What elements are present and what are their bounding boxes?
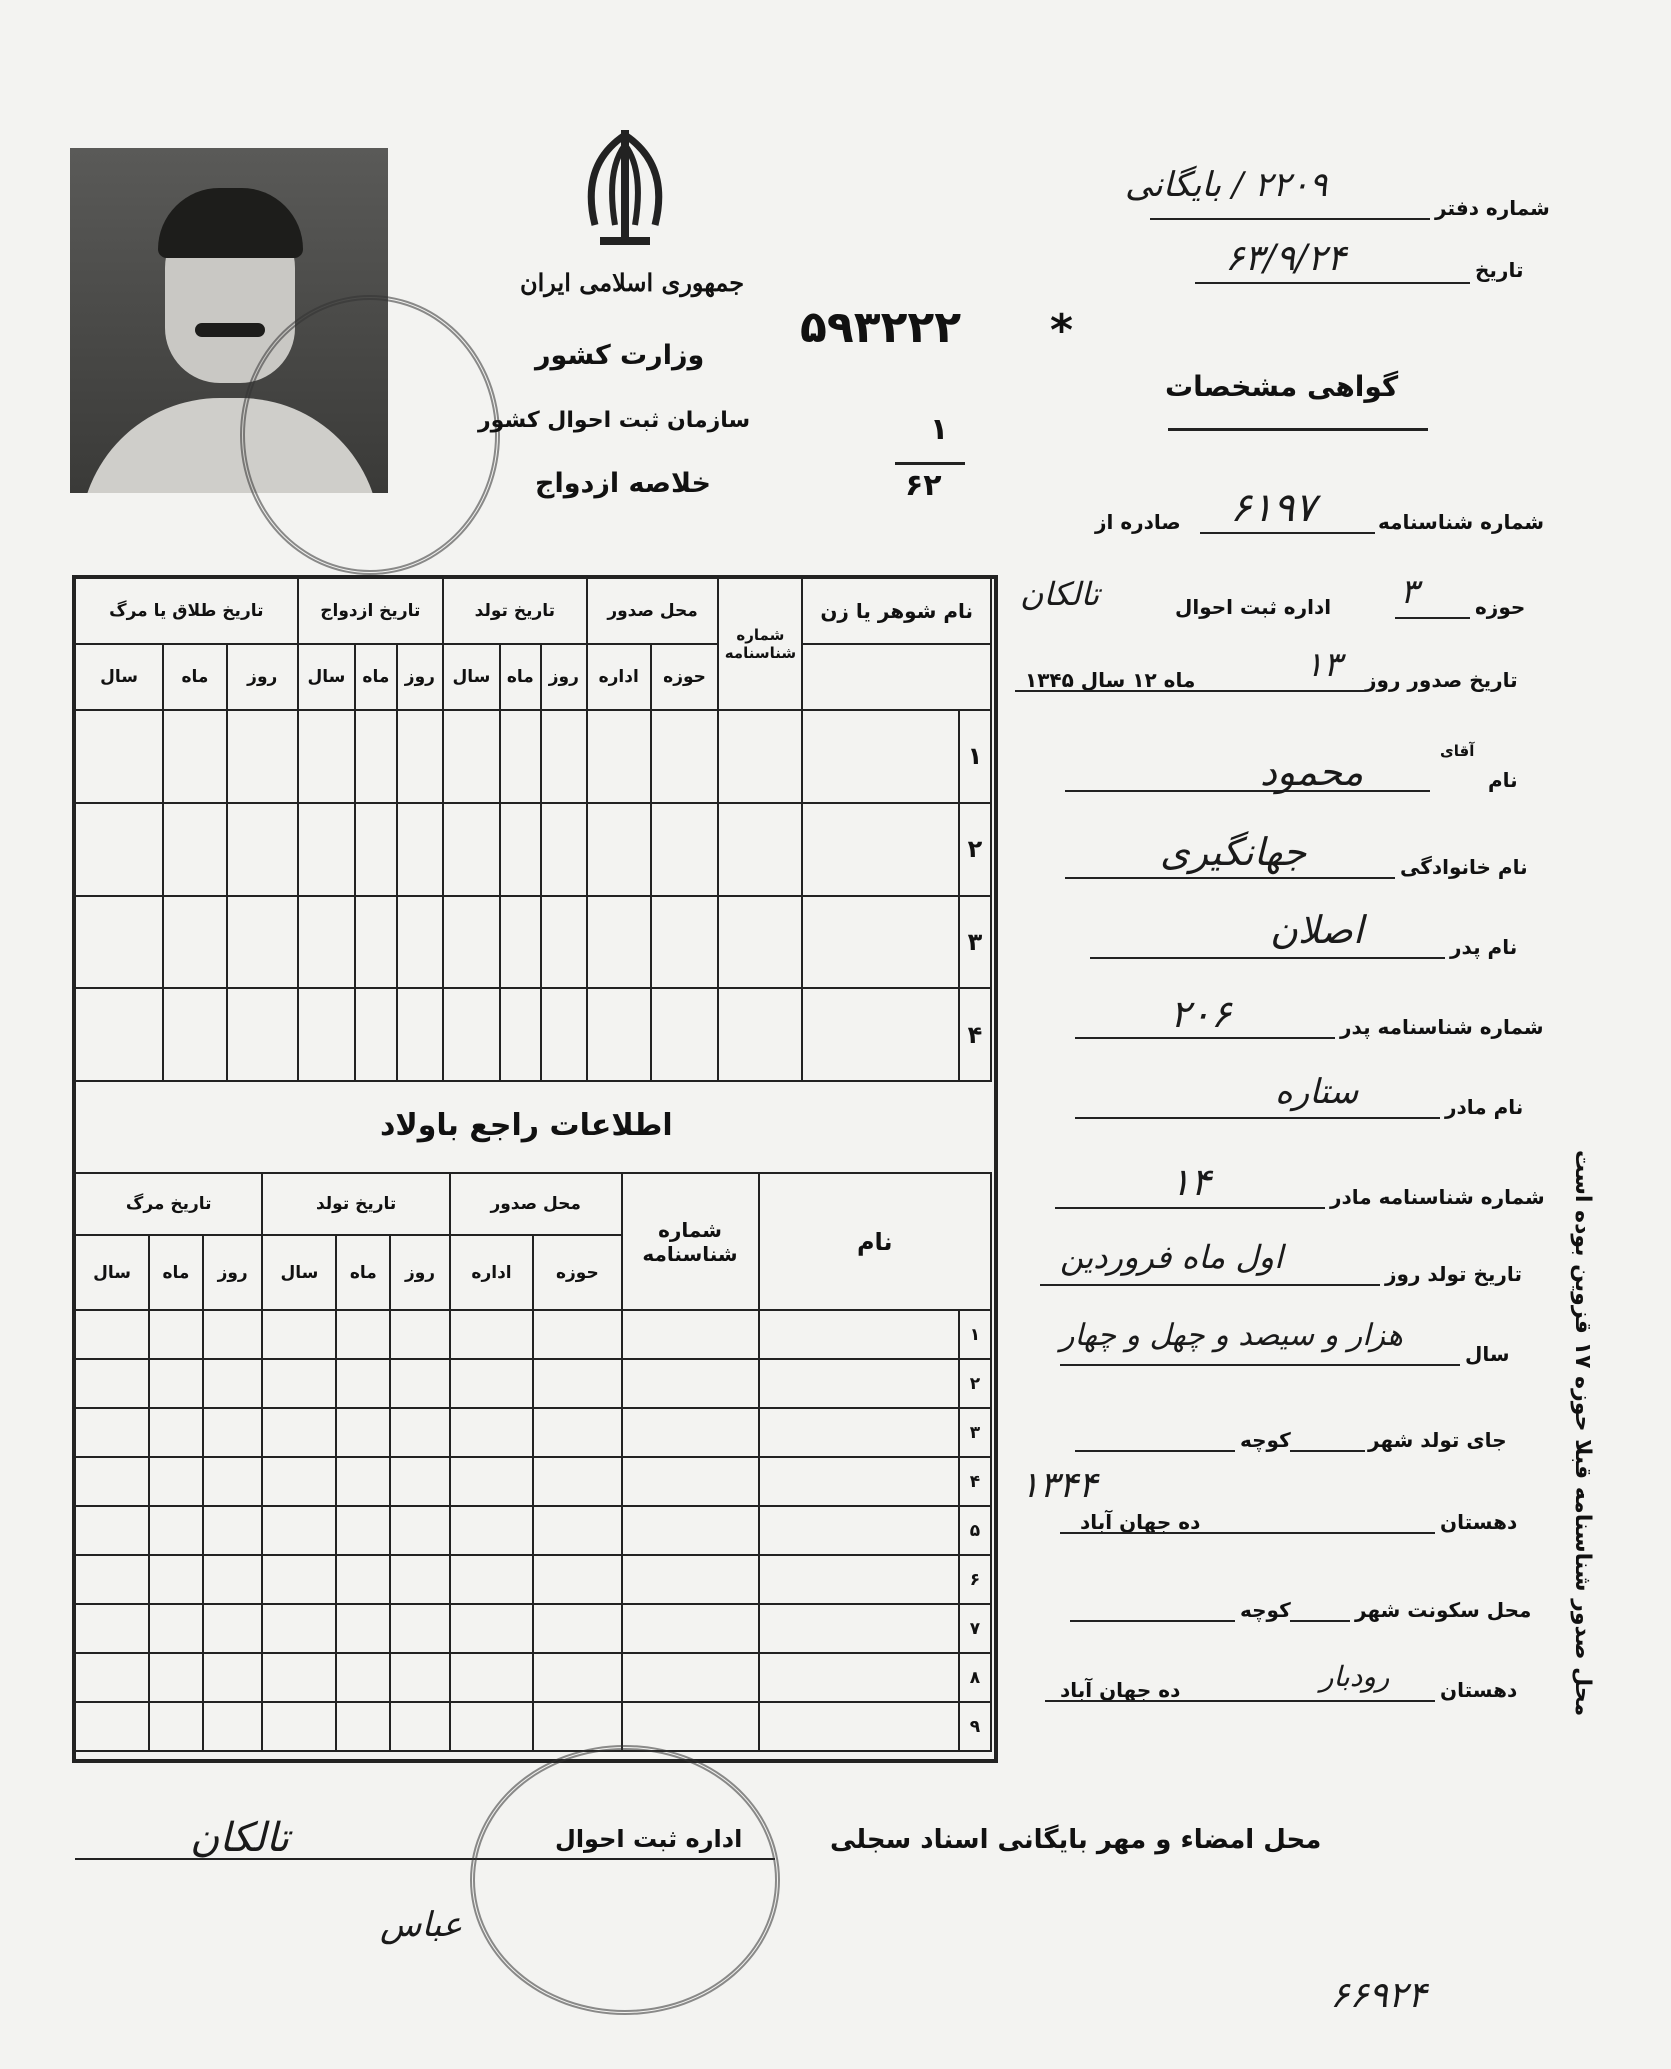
republic-label: جمهوری اسلامی ایران (520, 268, 745, 297)
field-surname-label: نام خانوادگی (1400, 855, 1528, 879)
field-birth-year-label: سال (1465, 1342, 1510, 1366)
child-group-issue: محل صدور (450, 1173, 622, 1235)
field-mother-line (1075, 1117, 1440, 1119)
emblem-icon (555, 125, 695, 255)
sub-day: روز (397, 644, 443, 710)
field-surname-value: جهانگیری (1160, 830, 1307, 874)
field-issue-day-suffix: ماه ۱۲ سال ۱۳۴۵ (1025, 668, 1196, 692)
row-number: ۱ (959, 710, 991, 803)
child-sub-year: سال (262, 1235, 336, 1310)
row-number: ۹ (959, 1702, 991, 1751)
child-sub-district: حوزه (533, 1235, 621, 1310)
children-table (74, 1172, 992, 1752)
table-row (75, 1555, 991, 1604)
field-name-prefix: آقای (1440, 742, 1475, 760)
col-spouse-spacer (802, 644, 991, 710)
row-number: ۵ (959, 1506, 991, 1555)
group-birth: تاریخ تولد (443, 578, 587, 644)
serial-number: ۵۹۳۲۲۲ (800, 302, 962, 353)
field-name-line (1065, 790, 1430, 792)
field-birth-year-value: هزار و سیصد و چهل و چهار (1060, 1318, 1403, 1353)
office-number-value: ۲۲۰۹ / بایگانی (1125, 165, 1328, 205)
table-row (75, 988, 991, 1081)
field-name-label: نام (1488, 768, 1518, 792)
child-sub-day: روز (203, 1235, 263, 1310)
sub-month: ماه (500, 644, 541, 710)
asterisk-mark: * (1050, 305, 1074, 356)
field-birthplace-line (1075, 1450, 1235, 1452)
table-row (75, 1310, 991, 1359)
sub-year: سال (75, 644, 163, 710)
child-sub-office: اداره (450, 1235, 533, 1310)
photo-seal (240, 295, 500, 575)
signer-name: عباس (380, 1905, 463, 1945)
field-id-value: ۶۱۹۷ (1230, 485, 1316, 531)
field-id-line (1200, 532, 1375, 534)
field-father-id-line (1075, 1037, 1335, 1039)
table-row (75, 896, 991, 989)
field-birthplace-line2 (1290, 1450, 1365, 1452)
ministry-label: وزارت کشور (535, 340, 705, 371)
office-number-line (1150, 218, 1430, 220)
field-village-label: دهستان (1440, 1510, 1518, 1534)
row-number: ۲ (959, 803, 991, 896)
field-name-value: محمود (1260, 750, 1364, 794)
office-number-label: شماره دفتر (1435, 196, 1550, 220)
office-footer-value: تالکان (190, 1815, 290, 1861)
field-village-suffix: ده جهان آباد (1080, 1510, 1201, 1534)
field-residence-line2 (1290, 1620, 1350, 1622)
field-father-line (1090, 957, 1445, 959)
row-number: ۷ (959, 1604, 991, 1653)
child-sub-month: ماه (336, 1235, 390, 1310)
field-district-value: ۳ (1400, 572, 1419, 612)
row-number: ۴ (959, 988, 991, 1081)
row-number: ۸ (959, 1653, 991, 1702)
field-district-line (1395, 617, 1470, 619)
field-father-id-value: ۲۰۶ (1170, 992, 1232, 1036)
col-marriage-id: شماره شناسنامه (718, 578, 802, 710)
group-divorce: تاریخ طلاق یا مرگ (75, 578, 298, 644)
row-number: ۳ (959, 1408, 991, 1457)
row-number: ۶ (959, 1555, 991, 1604)
field-father-value: اصلان (1270, 908, 1364, 952)
sub-year: سال (443, 644, 500, 710)
table-row (75, 1506, 991, 1555)
field-birthplace-label: جای تولد شهر (1368, 1428, 1507, 1452)
field-mother-id-line (1055, 1207, 1325, 1209)
table-row (75, 1457, 991, 1506)
side-note: محل صدور شناسنامه قبلا حوزه ۱۷ قزوین بوده است (1570, 1150, 1595, 1717)
child-sub-day: روز (390, 1235, 450, 1310)
office-footer-label: اداره ثبت احوال (555, 1825, 743, 1853)
field-issue-day-label: تاریخ صدور روز (1365, 668, 1518, 692)
child-group-death: تاریخ مرگ (75, 1173, 262, 1235)
group-marriage: تاریخ ازدواج (298, 578, 443, 644)
field-residence-line (1070, 1620, 1235, 1622)
fraction-top: ۱ (930, 412, 949, 447)
field-mother-label: نام مادر (1445, 1095, 1524, 1119)
row-number: ۲ (959, 1359, 991, 1408)
field-village2-suffix: ده جهان آباد (1060, 1678, 1181, 1702)
row-number: ۴ (959, 1457, 991, 1506)
child-sub-year: سال (75, 1235, 149, 1310)
field-surname-line (1065, 877, 1395, 879)
fraction-bottom: ۶۲ (905, 468, 942, 503)
field-village2-line (1045, 1700, 1435, 1702)
table-row (75, 803, 991, 896)
marriage-table (74, 577, 992, 1082)
col-spouse-name: نام شوهر یا زن (802, 578, 991, 644)
sub-office: اداره (587, 644, 651, 710)
field-father-id-label: شماره شناسنامه پدر (1340, 1015, 1544, 1039)
field-birth-day-value: اول ماه فروردین (1060, 1238, 1283, 1276)
row-number: ۳ (959, 896, 991, 989)
certificate-title-underline (1168, 428, 1428, 431)
organization-label: سازمان ثبت احوال کشور (478, 408, 751, 433)
certificate-title: گواهی مشخصات (1165, 370, 1399, 403)
table-row (75, 1604, 991, 1653)
field-district-suffix: اداره ثبت احوال (1175, 595, 1332, 619)
field-id-suffix: صادره از (1095, 510, 1181, 534)
field-mother-id-value: ۱۴ (1170, 1160, 1211, 1204)
field-issue-day-value: ۱۳ (1305, 645, 1342, 685)
field-district-extra: تالکان (1020, 575, 1100, 613)
signature-label: محل امضاء و مهر بایگانی اسناد سجلی (830, 1825, 1322, 1855)
child-group-birth: تاریخ تولد (262, 1173, 449, 1235)
field-residence-label: محل سکونت شهر (1355, 1598, 1532, 1622)
children-title: اطلاعات راجع باولاد (380, 1108, 673, 1143)
field-birth-day-label: تاریخ تولد روز (1385, 1262, 1522, 1286)
sub-year: سال (298, 644, 355, 710)
col-child-id: شماره شناسنامه (622, 1173, 759, 1310)
office-date-line (1195, 282, 1470, 284)
field-birthplace-suffix: کوچه (1240, 1428, 1291, 1452)
sub-day: روز (541, 644, 587, 710)
footer-seal (470, 1745, 780, 2015)
row-number: ۱ (959, 1310, 991, 1359)
summary-label: خلاصه ازدواج (535, 468, 711, 499)
field-birth-year-line (1060, 1364, 1460, 1366)
sub-month: ماه (355, 644, 397, 710)
field-issue-line (1015, 690, 1365, 692)
field-mother-value: ستاره (1275, 1072, 1359, 1112)
office-date-label: تاریخ (1475, 258, 1524, 282)
field-village2-value: رودبار (1320, 1660, 1390, 1693)
field-district-label: حوزه (1475, 595, 1526, 619)
office-date-value: ۶۳/۹/۲۴ (1225, 238, 1346, 279)
sub-district: حوزه (651, 644, 719, 710)
table-row (75, 1359, 991, 1408)
group-issue: محل صدور (587, 578, 719, 644)
fraction-line (895, 462, 965, 465)
table-row (75, 710, 991, 803)
field-birth-day-line (1040, 1284, 1380, 1286)
field-village-line (1060, 1532, 1435, 1534)
table-row (75, 1702, 991, 1751)
field-mother-id-label: شماره شناسنامه مادر (1330, 1185, 1545, 1209)
sub-day: روز (227, 644, 298, 710)
col-child-name: نام (759, 1173, 991, 1310)
table-row (75, 1653, 991, 1702)
field-id-label: شماره شناسنامه (1378, 510, 1545, 534)
sub-month: ماه (163, 644, 227, 710)
field-father-label: نام پدر (1450, 935, 1518, 959)
field-residence-suffix: کوچه (1240, 1598, 1291, 1622)
field-village-value: ۱۳۴۴ (1020, 1465, 1098, 1506)
bottom-number: ۶۶۹۲۴ (1330, 1975, 1427, 2016)
table-row (75, 1408, 991, 1457)
child-sub-month: ماه (149, 1235, 203, 1310)
field-village2-label: دهستان (1440, 1678, 1518, 1702)
